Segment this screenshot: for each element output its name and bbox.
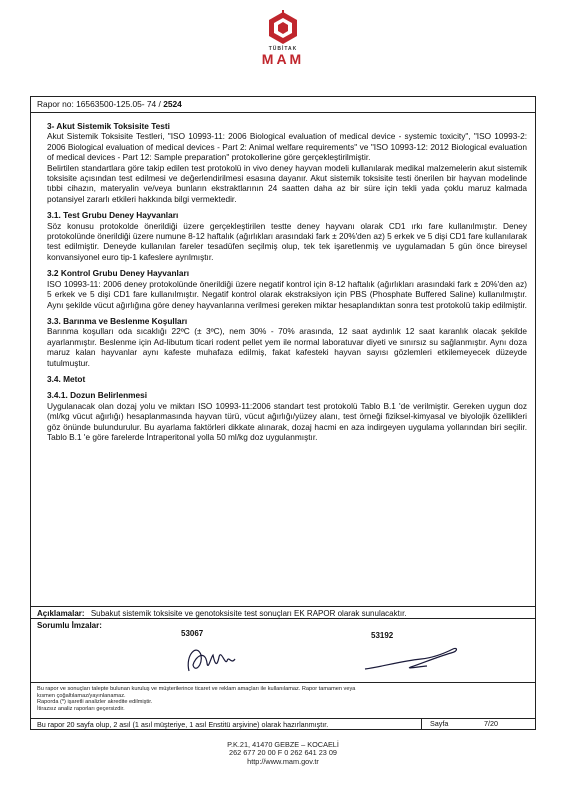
page-label: Sayfa	[430, 719, 449, 728]
aciklamalar-text: Subakut sistemik toksisite ve genotoksisite test sonuçları EK RAPOR olarak sunulacaktır.	[90, 609, 407, 618]
section-heading: 3.3. Barınma ve Beslenme Koşulları	[47, 315, 188, 326]
signature-2-icon	[361, 639, 471, 679]
section-paragraph: Akut Sistemik Toksisite Testleri, "ISO 10993-11: 2006 Biological evaluation of medical device - systemic toxicity", "ISO 10993-2: 2006 Biological evaluation of medical devices - Part 2: Animal welfare requirements" ve "ISO 10993-12: 2012 Biological evaluation of medical devices - Part 12: Sample preparation" protokollerine göre gerçekleştirilmiştir.	[47, 131, 527, 163]
signature-1-icon	[181, 635, 241, 679]
signatures-label: Sorumlu İmzalar:	[37, 621, 102, 630]
section-heading: 3.4. Metot	[47, 373, 86, 384]
report-frame	[30, 96, 536, 730]
page-info-row	[31, 719, 535, 731]
page-number: 7/20	[484, 719, 498, 728]
section-heading: 3- Akut Sistemik Toksisite Testi	[47, 121, 170, 131]
signature-number-1: 53067	[181, 629, 204, 638]
signatures-area	[31, 619, 535, 683]
note-line: kısmen çoğaltılamaz/yayınlanamaz.	[37, 692, 126, 699]
aciklamalar-label: Açıklamalar:	[37, 609, 85, 618]
footer-website: http://www.mam.gov.tr	[247, 756, 319, 766]
footer-address-line: P.K.21, 41470 GEBZE – KOCAELİ	[227, 740, 339, 749]
section-paragraph: Söz konusu protokolde önerildiği üzere gerçekleştirilen testte deney hayvanı olarak CD1 ırkı fare kullanılmıştır. Deney protokolünde önerildiği üzere numune 8-12 haftalık (ağırlıkları arasındaki fark ± 20%'den az) 5 erkek ve 5 dişi CD1 fare kullanılarak test edilmiştir. Deneyde kullanılan fareler tesadüfen seçilmiş olup, tek tek işaretlenmiş ve uygulamadan 5 gün önce bireysel konvansiyonel euro tip-1 kafeslere ayrılmıştır.	[47, 220, 527, 262]
report-number-prefix: 16563500-125.05- 74 /	[76, 99, 161, 109]
note-line: Raporda (*) işaretli analizler akredite edilmiştir.	[37, 699, 153, 706]
footer-phone-line: 262 677 20 00 F 0 262 641 23 09	[229, 748, 337, 758]
section-heading: 3.2 Kontrol Grubu Deney Hayvanları	[47, 268, 190, 279]
report-number-line	[31, 97, 535, 113]
footer-address	[0, 741, 566, 766]
report-number-label: Rapor no:	[37, 99, 74, 109]
report-number-bold: 2524	[163, 99, 182, 109]
legal-notes	[31, 683, 535, 719]
logo-title: MAM	[261, 51, 305, 67]
tubitak-emblem-icon	[267, 10, 299, 46]
page-number-box	[421, 718, 536, 730]
logo-subtitle: TÜBİTAK	[268, 46, 298, 52]
note-line: Bu rapor ve sonuçları talepte bulunan kuruluş ve müşterilerince ticaret ve reklam amaçları ile kullanılamaz. Rapor tamamen veya	[37, 686, 356, 692]
logo	[0, 10, 566, 66]
section-heading: 3.1. Test Grubu Deney Hayvanları	[47, 210, 179, 221]
note-line: İtirazsız analiz raporları geçersizdir.	[37, 705, 125, 712]
section-paragraph: Barınma koşulları oda sıcaklığı 22ºC (± 3ºC), nem 30% - 70% arasında, 12 saat aydınlık 12 saat karanlık olacak şekilde ayarlanmıştır. Beslenme için Ad-libutum ticari rodent pellet yem ile normal laboratuvar diyeti ve sınırsız su sağlanmıştır. Aynı doza maruz kalan hayvanlar aynı kafeste muhafaza edilmiş, fakat kafesteki hayvan sayısı gözlemleri etkilemeyecek düzeyde tutulmuştur.	[47, 326, 527, 368]
report-body	[31, 113, 535, 442]
section-heading: 3.4.1. Dozun Belirlenmesi	[47, 390, 148, 401]
copies-statement: Bu rapor 20 sayfa olup, 2 asıl (1 asıl müşteriye, 1 asıl Enstitü arşivine) olarak hazırlanmıştır.	[37, 720, 329, 729]
aciklamalar-row	[31, 606, 535, 619]
section-paragraph: Uygulanacak olan dozaj yolu ve miktarı ISO 10993-11:2006 standart test protokolü Tablo B.1 'de verilmiştir. Gereken uygun doz (ml/kg vücut ağırlığı) hesaplanmasında hayvan türü, vücut ağırlığı/yüzey alanı, test örneği fiziksel-kimyasal ve biyolojik özellikleri göz önünde bulundurulur. Bu ayarlama faktörleri dikkate alınarak, dozaj hacmi en aza indirgeyen uygulama yollarından biri seçilir. Tablo B.1 'e göre farelerde İntraperitonal yolla 50 ml/kg doz uygulanmıştır.	[47, 400, 527, 442]
section-paragraph: ISO 10993-11: 2006 deney protokolünde önerildiği üzere negatif kontrol için 8-12 haftalık (ağırlıkları arasındaki fark ± 20%'den az) 5 erkek ve 5 dişi CD1 fare kullanılmıştır. Negatif kontrol olarak ekstraksiyon için PBS (Phosphate Buffered Saline) kullanılmıştır. Aynı şekilde vücut ağırlığına göre deney hayvanlarına verilmesi gereken miktar hesaplandıktan sonra test protokolü takip edilmiştir.	[47, 278, 527, 310]
section-paragraph: Belirtilen standartlara göre takip edilen test protokolü in vivo deney hayvan modeli kullanılarak medikal malzemelerin akut sistemik toksisite açısından test edilmesi ve değerlendirilmesi esasına dayanır. Akut sistemik toksisite testi önerilen bir hayvan modelinde tıbbi cihazın, materyalin ve/veya bunların ekstraktlarının 24 saatten daha az bir süre için tekli yada çoklu maruz kalmada potansiyel zararlı etkileri hakkında bilgi vermektedir.	[47, 162, 527, 204]
signature-number-2: 53192	[371, 631, 394, 640]
